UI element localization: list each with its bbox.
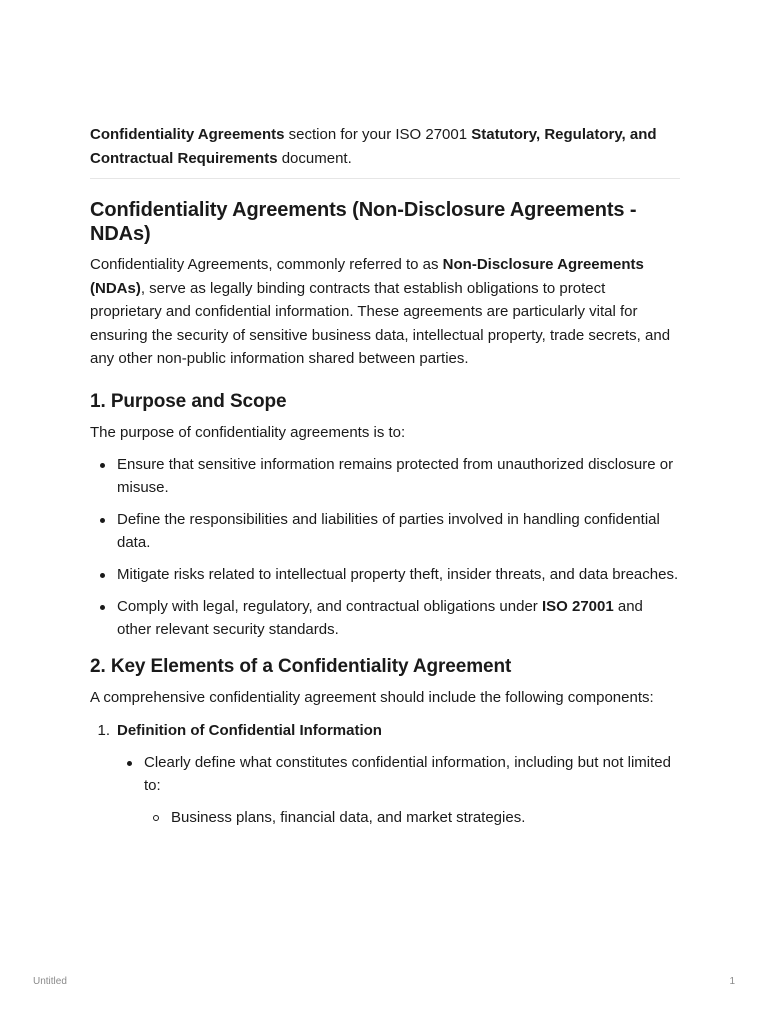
- list-item-text-end: and other relevant security standards.: [117, 598, 643, 638]
- main-paragraph-bold: Non-Disclosure Agreements (NDAs): [90, 256, 644, 297]
- list-item: Ensure that sensitive information remains protected from unauthorized disclosure or misuse.: [90, 453, 680, 499]
- sub-list: [117, 751, 680, 797]
- section2-lead: A comprehensive confidentiality agreement should include the following components:: [90, 689, 654, 706]
- main-paragraph: [90, 253, 680, 371]
- sub-sub-list-item: Business plans, financial data, and market strategies.: [144, 806, 680, 829]
- sub-sub-list: [144, 806, 680, 829]
- list-item: Mitigate risks related to intellectual property theft, insider threats, and data breaches.: [90, 563, 680, 586]
- numbered-marker: 1.: [97, 721, 110, 739]
- intro-bold-title: Confidentiality Agreements: [90, 126, 285, 143]
- section2-numbered-list: [90, 719, 680, 829]
- divider: [90, 178, 680, 179]
- footer-page-number: 1: [729, 976, 735, 987]
- list-item-text: Comply with legal, regulatory, and contractual obligations under: [117, 598, 542, 615]
- section1-lead: The purpose of confidentiality agreements is to:: [90, 423, 406, 441]
- section1-heading: 1. Purpose and Scope: [90, 390, 287, 412]
- main-paragraph-text-rest: , serve as legally binding contracts that establish obligations to protect proprietary and confidential information. These agreements are particularly vital for ensuring the security of sensitive business data, intellectual property, trade secrets, and any other non-public information shared between parties.: [90, 279, 671, 367]
- footer-document-title: Untitled: [33, 976, 67, 987]
- list-item: [90, 595, 680, 641]
- intro-bold-document: Statutory, Regulatory, and Contractual Requirements: [90, 126, 657, 167]
- main-heading: Confidentiality Agreements (Non-Disclosure Agreements - NDAs): [90, 199, 637, 245]
- document-body: [90, 123, 680, 829]
- sub-list-item: Clearly define what constitutes confidential information, including but not limited to:: [117, 751, 680, 797]
- main-paragraph-text: Confidentiality Agreements, commonly referred to as: [90, 256, 443, 273]
- numbered-item: [90, 719, 680, 829]
- numbered-item-title: Definition of Confidential Information: [117, 721, 382, 739]
- list-item: Define the responsibilities and liabilities of parties involved in handling confidential data.: [90, 508, 680, 554]
- intro-line: [90, 123, 680, 171]
- section1-list: [90, 453, 680, 641]
- intro-text: section for your ISO 27001: [284, 126, 472, 143]
- list-item-bold: ISO 27001: [541, 598, 614, 615]
- intro-text-end: document.: [277, 150, 352, 167]
- section2-heading: 2. Key Elements of a Confidentiality Agreement: [90, 656, 512, 677]
